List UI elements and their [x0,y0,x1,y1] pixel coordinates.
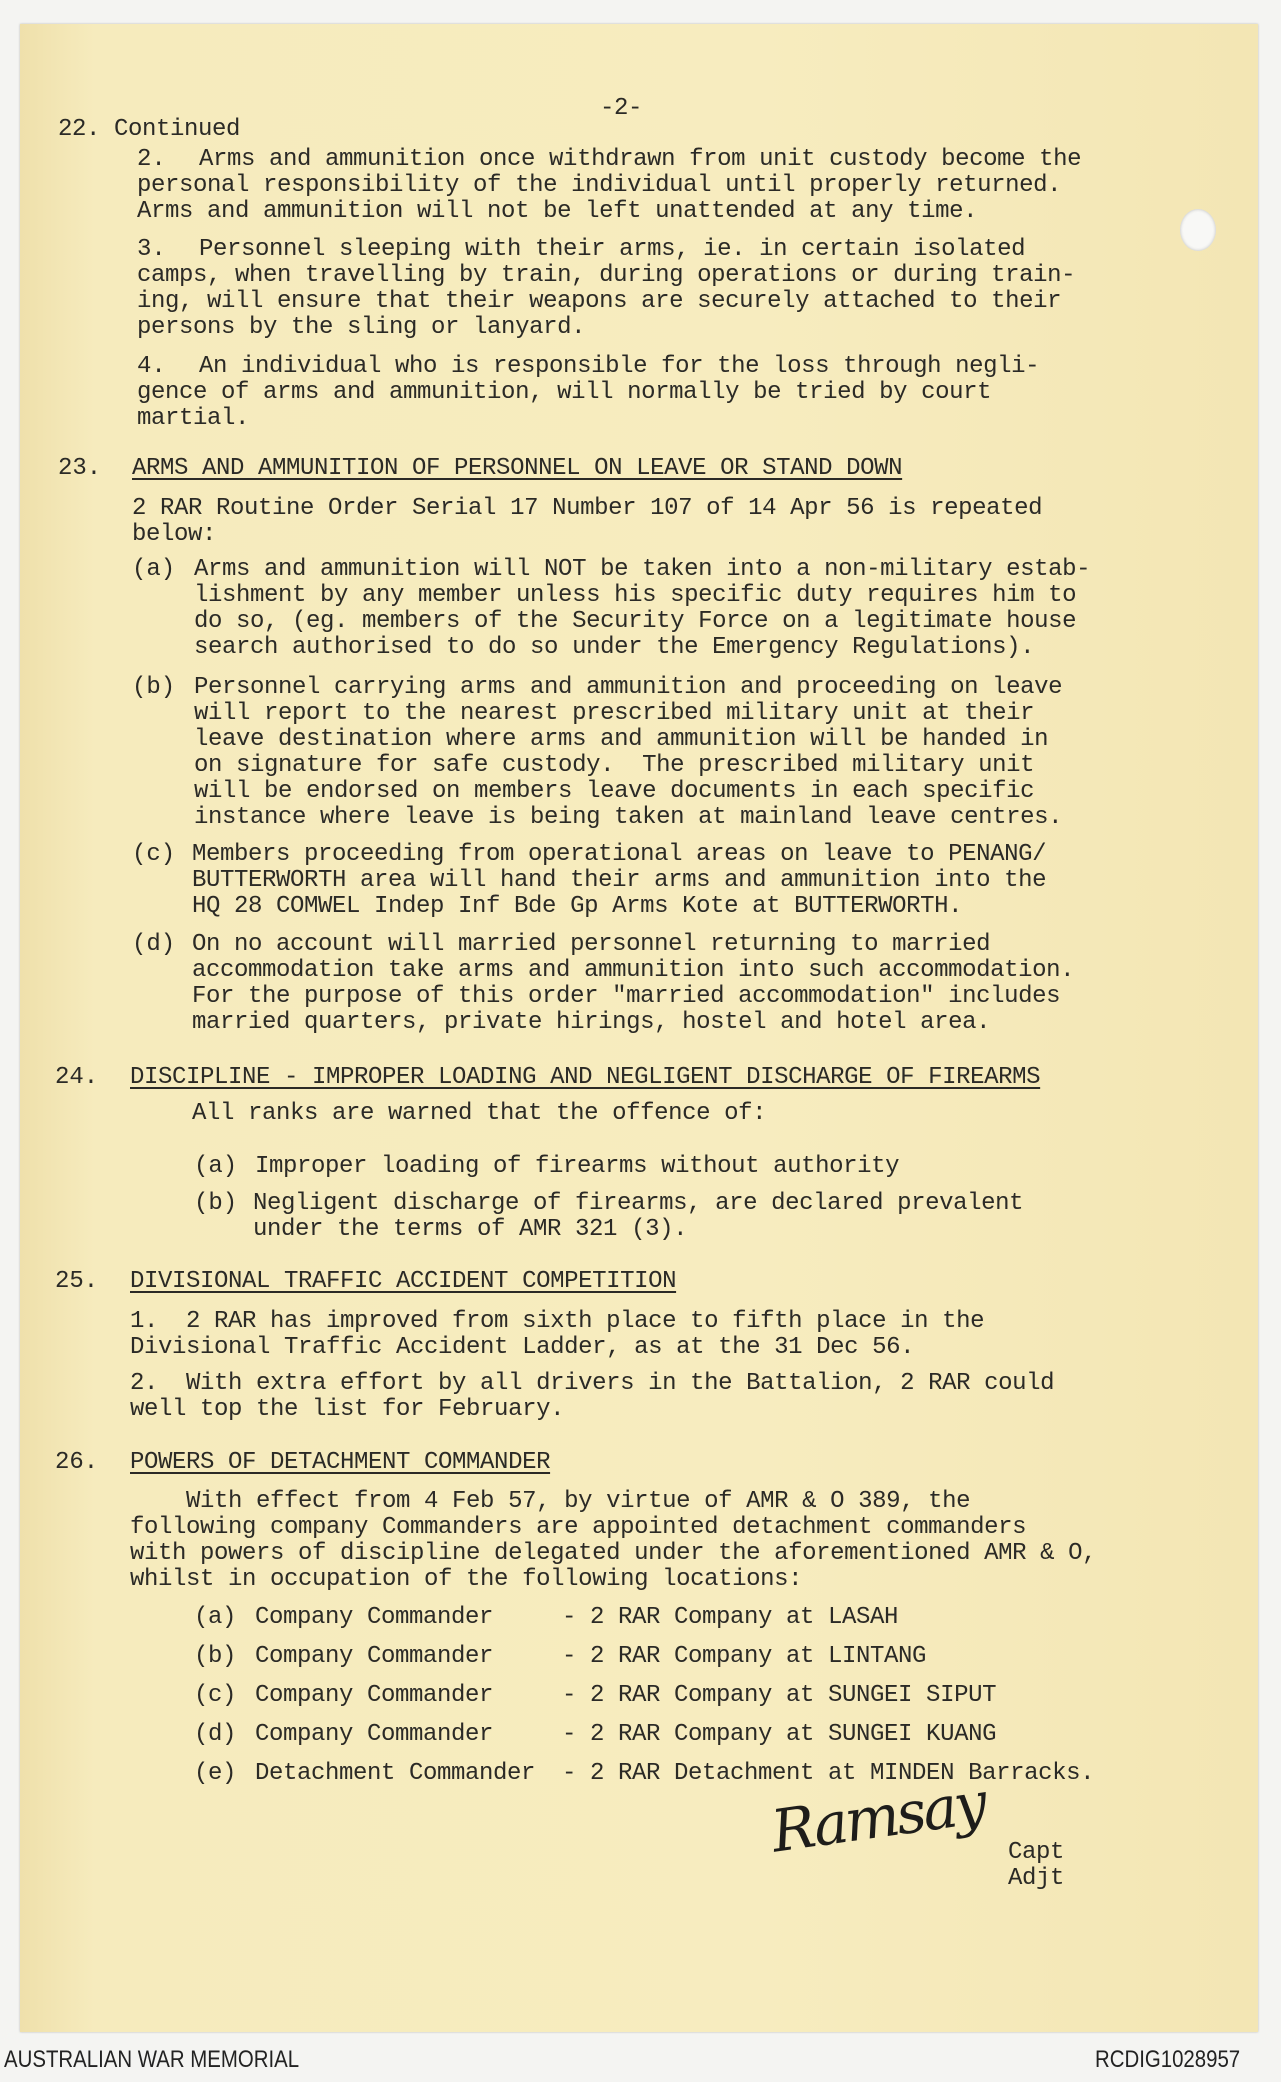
text-line: on signature for safe custody. The prescribed military unit [194,752,1035,779]
item-label: (d) [132,931,176,958]
archive-credit: AUSTRALIAN WAR MEMORIAL [4,2046,300,2073]
text-line: Arms and ammunition will not be left unattended at any time. [137,198,978,225]
item-label: (a) [194,1153,238,1180]
section-22-para-3 [137,236,1076,341]
text-line: leave destination where arms and ammunition will be handed in [194,726,1049,753]
section-number: 25. [55,1268,99,1295]
signatory-appointment: Adjt [1008,1865,1065,1892]
text-line: Personnel sleeping with their arms, ie. in certain isolated [199,236,1026,263]
text-line: below: [132,521,217,548]
section-23-title: ARMS AND AMMUNITION OF PERSONNEL ON LEAVE OR STAND DOWN [132,455,903,482]
text-line: whilst in occupation of the following locations: [130,1566,803,1593]
section-number: 23. [58,455,102,482]
detachment-label: (b) [194,1643,237,1670]
section-25-para-2 [130,1371,1054,1423]
text-line: Arms and ammunition will NOT be taken into a non-military estab- [194,556,1091,583]
text-line: search authorised to do so under the Emergency Regulations). [194,634,1035,661]
text-line: married quarters, private hirings, hostel and hotel area. [192,1009,991,1036]
detachment-role: Company Commander [255,1643,494,1670]
section-24-item-b [253,1191,1023,1243]
section-23-intro [132,496,1042,548]
text-line: Personnel carrying arms and ammunition and proceeding on leave [194,674,1063,701]
section-23-item-c [192,842,1046,920]
detachment-role: Company Commander [255,1721,494,1748]
section-26-title: POWERS OF DETACHMENT COMMANDER [130,1449,551,1476]
text-line: persons by the sling or lanyard. [137,314,586,341]
text-line: ing, will ensure that their weapons are securely attached to their [137,288,1062,315]
section-25-title: DIVISIONAL TRAFFIC ACCIDENT COMPETITION [130,1268,677,1295]
section-24-item-a [255,1154,899,1180]
text-line: Improper loading of firearms without authority [255,1153,900,1180]
section-24-title: DISCIPLINE - IMPROPER LOADING AND NEGLIGENT DISCHARGE OF FIREARMS [130,1064,1041,1091]
text-line: will report to the nearest prescribed military unit at their [194,700,1035,727]
text-line: well top the list for February. [130,1396,565,1423]
detachment-loc: - 2 RAR Company at SUNGEI SIPUT [562,1682,997,1709]
text-line: On no account will married personnel returning to married [192,931,991,958]
text-line: accommodation take arms and ammunition into such accommodation. [192,957,1075,984]
text-line: For the purpose of this order "married accommodation" includes [192,983,1061,1010]
text-line: Negligent discharge of firearms, are declared prevalent [253,1190,1024,1217]
text-line: camps, when travelling by train, during operations or during train- [137,262,1076,289]
text-line: with powers of discipline delegated under the aforementioned AMR & O, [130,1540,1097,1567]
item-label: (a) [132,556,176,583]
section-23-item-a [194,557,1090,661]
text-line: BUTTERWORTH area will hand their arms and ammunition into the [192,867,1047,894]
detachment-label: (d) [194,1721,237,1748]
section-24-intro: All ranks are warned that the offence of: [192,1100,767,1127]
text-line: lishment by any member unless his specific duty requires him to [194,582,1077,609]
text-line: following company Commanders are appointed detachment commanders [130,1514,1027,1541]
detachment-loc: - 2 RAR Detachment at MINDEN Barracks. [562,1760,1095,1787]
detachment-label: (a) [194,1604,237,1631]
text-line: An individual who is responsible for the loss through negli- [199,353,1040,380]
para-number: 3. [137,236,166,263]
section-number: 24. [55,1064,99,1091]
detachment-label: (e) [194,1760,237,1787]
detachment-role: Company Commander [255,1604,494,1631]
detachment-role: Detachment Commander [255,1760,536,1787]
detachment-label: (c) [194,1682,237,1709]
section-22-para-4 [137,353,1040,432]
para-number: 2. [137,146,166,173]
section-25-para-1 [130,1309,984,1361]
text-line: instance where leave is being taken at mainland leave centres. [194,804,1063,831]
text-line: Divisional Traffic Accident Ladder, as at the 31 Dec 56. [130,1334,915,1361]
detachment-loc: - 2 RAR Company at SUNGEI KUANG [562,1721,997,1748]
punch-hole [1180,209,1216,251]
item-label: (c) [132,841,176,868]
text-line: HQ 28 COMWEL Indep Inf Bde Gp Arms Kote at BUTTERWORTH. [192,893,963,920]
text-line: do so, (eg. members of the Security Force on a legitimate house [194,608,1077,635]
text-line: martial. [137,405,250,432]
signatory-rank: Capt [1008,1839,1065,1866]
section-26-intro [130,1489,1096,1593]
text-line: personal responsibility of the individual until properly returned. [137,172,1062,199]
text-line: gence of arms and ammunition, will normally be tried by court [137,379,992,406]
section-23-item-d [192,932,1074,1036]
signature-ramsay: Ramsay [767,1768,989,1866]
text-line: Members proceeding from operational areas on leave to PENANG/ [192,841,1047,868]
item-label: (b) [194,1190,238,1217]
section-23-item-b [194,675,1062,831]
text-line: With effect from 4 Feb 57, by virtue of AMR & O 389, the [130,1488,971,1515]
text-line: 2. With extra effort by all drivers in the Battalion, 2 RAR could [130,1370,1055,1397]
para-number: 4. [137,353,166,380]
archive-reference: RCDIG1028957 [1095,2046,1241,2073]
section-22-heading: 22. Continued [58,116,241,143]
text-line: Arms and ammunition once withdrawn from unit custody become the [199,146,1082,173]
detachment-loc: - 2 RAR Company at LASAH [562,1604,899,1631]
page-number: -2- [600,95,643,122]
text-line: will be endorsed on members leave documents in each specific [194,778,1035,805]
detachment-loc: - 2 RAR Company at LINTANG [562,1643,927,1670]
section-22-para-2 [137,146,1082,225]
text-line: 1. 2 RAR has improved from sixth place to fifth place in the [130,1308,985,1335]
section-number: 26. [55,1449,99,1476]
text-line: under the terms of AMR 321 (3). [253,1216,688,1243]
item-label: (b) [132,674,176,701]
detachment-role: Company Commander [255,1682,494,1709]
text-line: 2 RAR Routine Order Serial 17 Number 107 of 14 Apr 56 is repeated [132,495,1043,522]
